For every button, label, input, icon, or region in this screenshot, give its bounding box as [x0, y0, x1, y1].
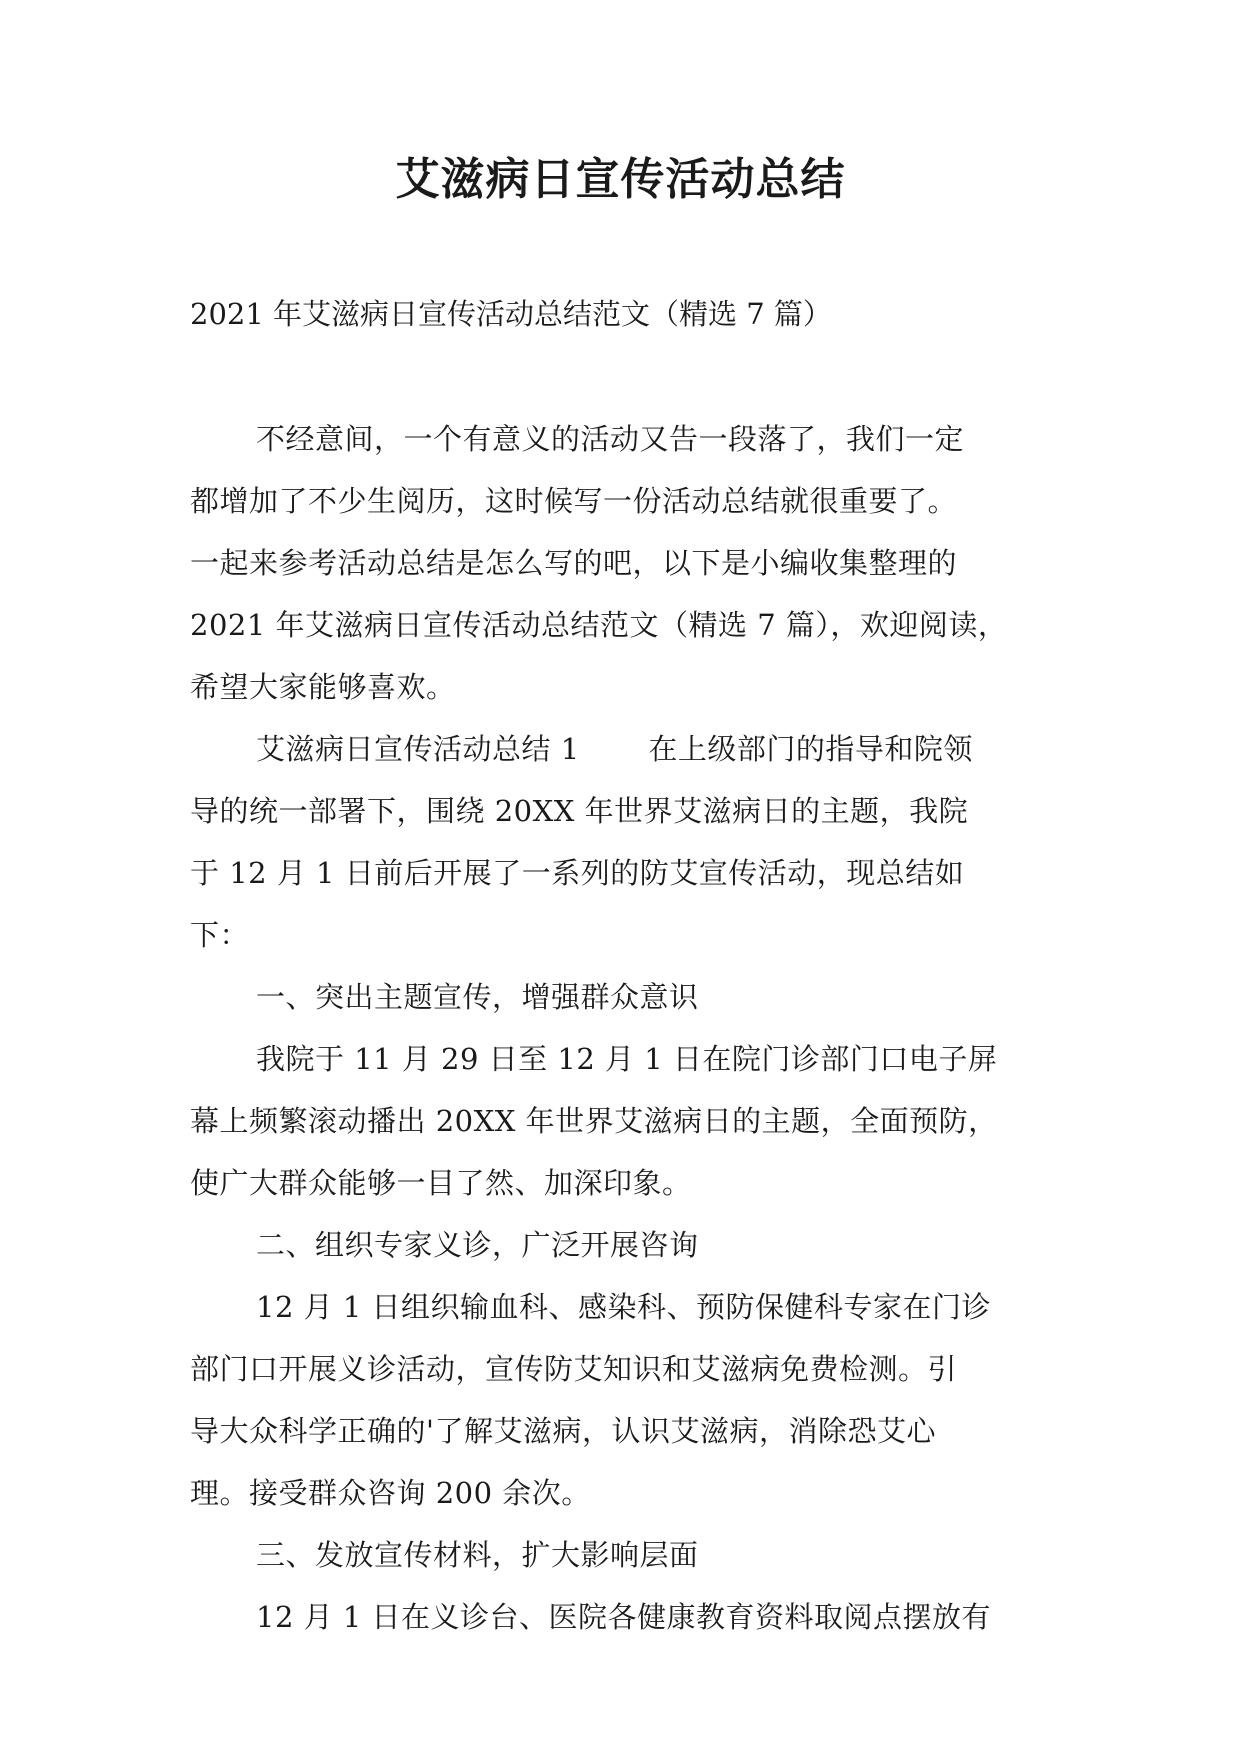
paragraph-line: 2021 年艾滋病日宣传活动总结范文（精选 7 篇），欢迎阅读，	[190, 608, 1008, 642]
paragraph-line: 都增加了不少生阅历，这时候写一份活动总结就很重要了。	[190, 484, 958, 518]
paragraph-line: 部门口开展义诊活动，宣传防艾知识和艾滋病免费检测。引	[190, 1352, 958, 1386]
paragraph-line: 于 12 月 1 日前后开展了一系列的防艾宣传活动，现总结如	[190, 856, 965, 890]
paragraph-line: 12 月 1 日组织输血科、感染科、预防保健科专家在门诊	[256, 1290, 992, 1324]
paragraph-line: 使广大群众能够一目了然、加深印象。	[190, 1166, 692, 1200]
paragraph-line: 希望大家能够喜欢。	[190, 670, 456, 704]
paragraph-line: 幕上频繁滚动播出 20XX 年世界艾滋病日的主题，全面预防，	[190, 1104, 998, 1138]
section-heading: 一、突出主题宣传，增强群众意识	[256, 980, 699, 1014]
document-subtitle: 2021 年艾滋病日宣传活动总结范文（精选 7 篇）	[190, 297, 832, 331]
paragraph-line: 不经意间，一个有意义的活动又告一段落了，我们一定	[256, 422, 965, 456]
document-body	[190, 408, 1070, 1648]
paragraph-line: 艾滋病日宣传活动总结 1 在上级部门的指导和院领	[256, 732, 973, 766]
section-heading: 三、发放宣传材料，扩大影响层面	[256, 1538, 699, 1572]
paragraph-line: 下：	[190, 918, 250, 952]
section-heading: 二、组织专家义诊，广泛开展咨询	[256, 1228, 699, 1262]
paragraph-line: 我院于 11 月 29 日至 12 月 1 日在院门诊部门口电子屏	[256, 1042, 998, 1076]
paragraph-line: 一起来参考活动总结是怎么写的吧，以下是小编收集整理的	[190, 546, 958, 580]
paragraph-line: 理。接受群众咨询 200 余次。	[190, 1476, 591, 1510]
paragraph-line: 导的统一部署下，围绕 20XX 年世界艾滋病日的主题，我院	[190, 794, 969, 828]
paragraph-line: 导大众科学正确的'了解艾滋病，认识艾滋病，消除恐艾心	[190, 1414, 936, 1448]
document-title: 艾滋病日宣传活动总结	[395, 154, 846, 205]
paragraph-line: 12 月 1 日在义诊台、医院各健康教育资料取阅点摆放有	[256, 1600, 992, 1634]
